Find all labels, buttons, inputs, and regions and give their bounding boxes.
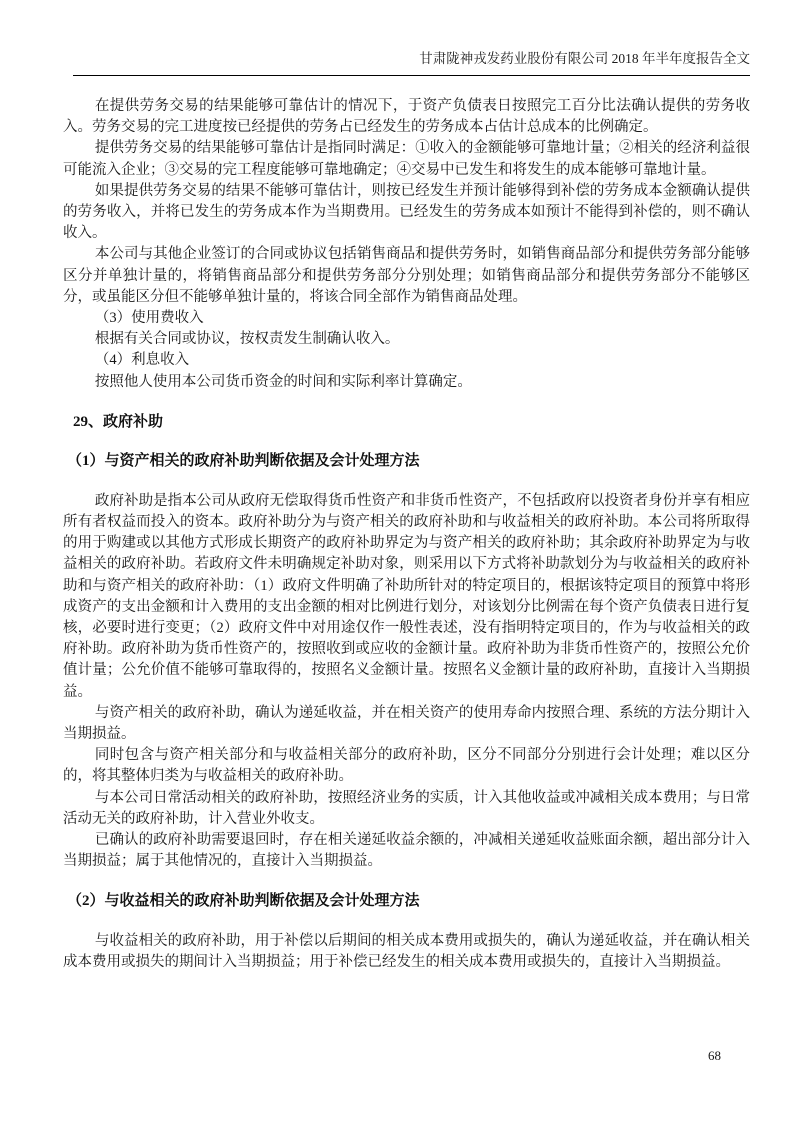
- para-labor-reliable-estimate-conditions: 提供劳务交易的结果能够可靠估计是指同时满足：①收入的金额能够可靠地计量；②相关的经济利益很可能流入企业；③交易的完工程度能够可靠地确定；④交易中已发生和将发生的成本能够可靠地计量。: [63, 140, 750, 178]
- heading-29-government-grants: 29、政府补助: [73, 413, 164, 430]
- para-grant-refund-treatment: 已确认的政府补助需要退回时，存在相关递延收益余额的，冲减相关递延收益账面余额，超出部分计入当期损益；属于其他情况的，直接计入当期损益。: [63, 832, 750, 870]
- page-number: 68: [708, 1048, 721, 1063]
- para-labor-revenue-percentage-method: 在提供劳务交易的结果能够可靠估计的情况下，于资产负债表日按照完工百分比法确认提供的劳务收入。劳务交易的完工进度按已经提供的劳务占已经发生的劳务成本占估计总成本的比例确定。: [63, 98, 750, 136]
- page-header-title: 甘肃陇神戎发药业股份有限公司 2018 年半年度报告全文: [419, 51, 750, 66]
- para-government-grant-definition-and-measurement: 政府补助是指本公司从政府无偿取得货币性资产和非货币性资产，不包括政府以投资者身份并享有相应所有者权益而投入的资本。政府补助分为与资产相关的政府补助和与收益相关的政府补助。本公司将所取得的用于购建或以其他方式形成长期资产的政府补助界定为与资产相关的政府补助；其余政府补助界定为与收益相关的政府补助。若政府文件未明确规定补助对象，则采用以下方式将补助款划分为与收益相关的政府补助和与资产相关的政府补助：（1）政府文件明确了补助所针对的特定项目的，根据该特定项目的预算中将形成资产的支出金额和计入费用的支出金额的相对比例进行划分，对该划分比例需在每个资产负债表日进行复核，必要时进行变更；（2）政府文件中对用途仅作一般性表述，没有指明特定项目的，作为与收益相关的政府补助。政府补助为货币性资产的，按照收到或应收的金额计量。政府补助为非货币性资产的，按照公允价值计量；公允价值不能够可靠取得的，按照名义金额计量。按照名义金额计量的政府补助，直接计入当期损益。: [63, 492, 750, 700]
- para-asset-grant-deferred-income: 与资产相关的政府补助，确认为递延收益，并在相关资产的使用寿命内按照合理、系统的方法分期计入当期损益。: [63, 704, 750, 743]
- para-royalty-income-recognition: 根据有关合同或协议，按权责发生制确认收入。: [94, 331, 400, 348]
- para-income-grant-accounting-treatment: 与收益相关的政府补助，用于补偿以后期间的相关成本费用或损失的，确认为递延收益，并在确认相关成本费用或损失的期间计入当期损益；用于补偿已经发生的相关成本费用或损失的，直接计入当期损益。: [63, 932, 750, 970]
- para-grant-daily-activities-treatment: 与本公司日常活动相关的政府补助，按照经济业务的实质，计入其他收益或冲减相关成本费用；与日常活动无关的政府补助，计入营业外收支。: [63, 789, 750, 827]
- header-rule: [73, 75, 750, 76]
- heading-2-income-related-grants: （2）与收益相关的政府补助判断依据及会计处理方法: [67, 892, 420, 909]
- para-item-4-interest-income-label: （4）利息收入: [94, 352, 190, 369]
- heading-1-asset-related-grants: （1）与资产相关的政府补助判断依据及会计处理方法: [67, 452, 420, 469]
- para-grant-with-both-asset-and-income-parts: 同时包含与资产相关部分和与收益相关部分的政府补助，区分不同部分分别进行会计处理；难以区分的，将其整体归类为与收益相关的政府补助。: [63, 747, 750, 785]
- para-labor-not-reliable-estimate: 如果提供劳务交易的结果不能够可靠估计，则按已经发生并预计能够得到补偿的劳务成本金额确认提供的劳务收入，并将已发生的劳务成本作为当期费用。已经发生的劳务成本如预计不能得到补偿的，则不确认收入。: [63, 182, 750, 242]
- para-interest-income-recognition: 按照他人使用本公司货币资金的时间和实际利率计算确定。: [94, 373, 472, 390]
- document-body: [63, 96, 750, 973]
- para-item-3-royalty-income-label: （3）使用费收入: [94, 310, 204, 327]
- para-mixed-goods-services-contract: 本公司与其他企业签订的合同或协议包括销售商品和提供劳务时，如销售商品部分和提供劳务部分能够区分并单独计量的，将销售商品部分和提供劳务部分分别处理；如销售商品部分和提供劳务部分不能够区分，或虽能区分但不能够单独计量的，将该合同全部作为销售商品处理。: [63, 246, 750, 305]
